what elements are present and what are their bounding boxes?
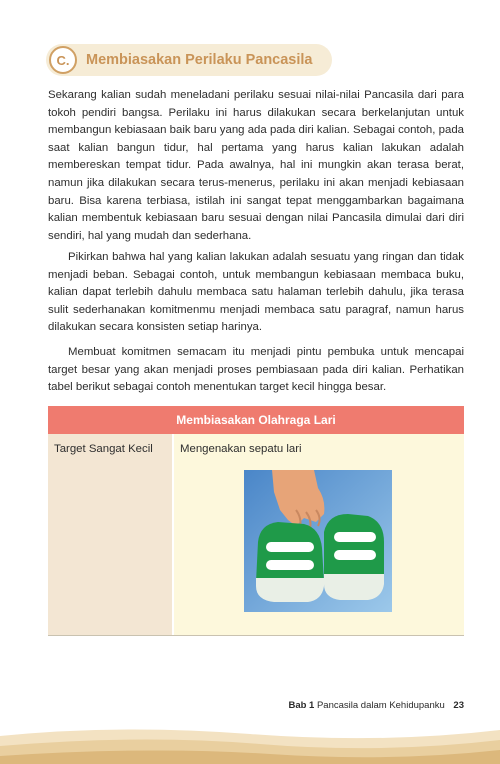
paragraph-3: Membuat komitmen semacam itu menjadi pintu pembuka untuk mencapai target besar yang akan menjadi proses pembiasaan pada diri kalian. Perhatikan tabel berikut sebagai contoh menentukan target kecil hingga besar. [48,346,464,394]
paragraph-2: Pikirkan bahwa hal yang kalian lakukan adalah sesuatu yang ringan dan tidak menjadi beban. Sebagai contoh, untuk membangun kebiasaan membaca buku, kalian dapat terlebih dahulu membaca satu halaman terlebih dahulu, jika terasa sulit sederhanakan komitmenmu menjadi membaca satu paragraf, namun harus dilakukan secara konsisten setiap harinya. [48,251,464,334]
table-bottom-rule [48,635,464,636]
section-letter-badge: C. [49,46,77,74]
footer-chapter-title: Pancasila dalam Kehidupanku [316,700,445,711]
row-value: Mengenakan sepatu lari [180,443,302,455]
row-label-cell [48,434,174,636]
habit-table [48,406,464,638]
footer-chapter: Bab 1 [288,700,315,711]
table-header: Membiasakan Olahraga Lari [48,406,464,434]
running-shoes-illustration [244,470,392,612]
page-footer [288,700,464,711]
row-value-cell [174,434,464,636]
decorative-wave [0,716,500,764]
section-title: Membiasakan Perilaku Pancasila [86,52,313,68]
paragraph-1: Sekarang kalian sudah meneladani perilaku sesuai nilai-nilai Pancasila dari para tokoh pendiri bangsa. Perilaku ini harus dilakukan secara berkelanjutan untuk membangun kebiasaan baik baru yang ada pada diri kalian. Sebagai contoh, pada saat kalian bangun tidur, hal pertama yang harus kalian lakukan adalah membereskan tempat tidur. Pada awalnya, hal ini mungkin akan terasa berat, namun jika dilakukan secara terus-menerus, perilaku ini akan menjadi kebiasaan baru. Bisa karena terbiasa, istilah ini sangat tepat menggambarkan bagaimana kalian membentuk kebiasaan baru sesuai dengan nilai Pancasila dimulai dari diri sendiri, hal yang mudah dan sederhana. [48,89,464,242]
table-row [48,434,464,636]
row-label: Target Sangat Kecil [54,443,153,455]
section-header [46,44,332,76]
page-number: 23 [453,700,464,711]
